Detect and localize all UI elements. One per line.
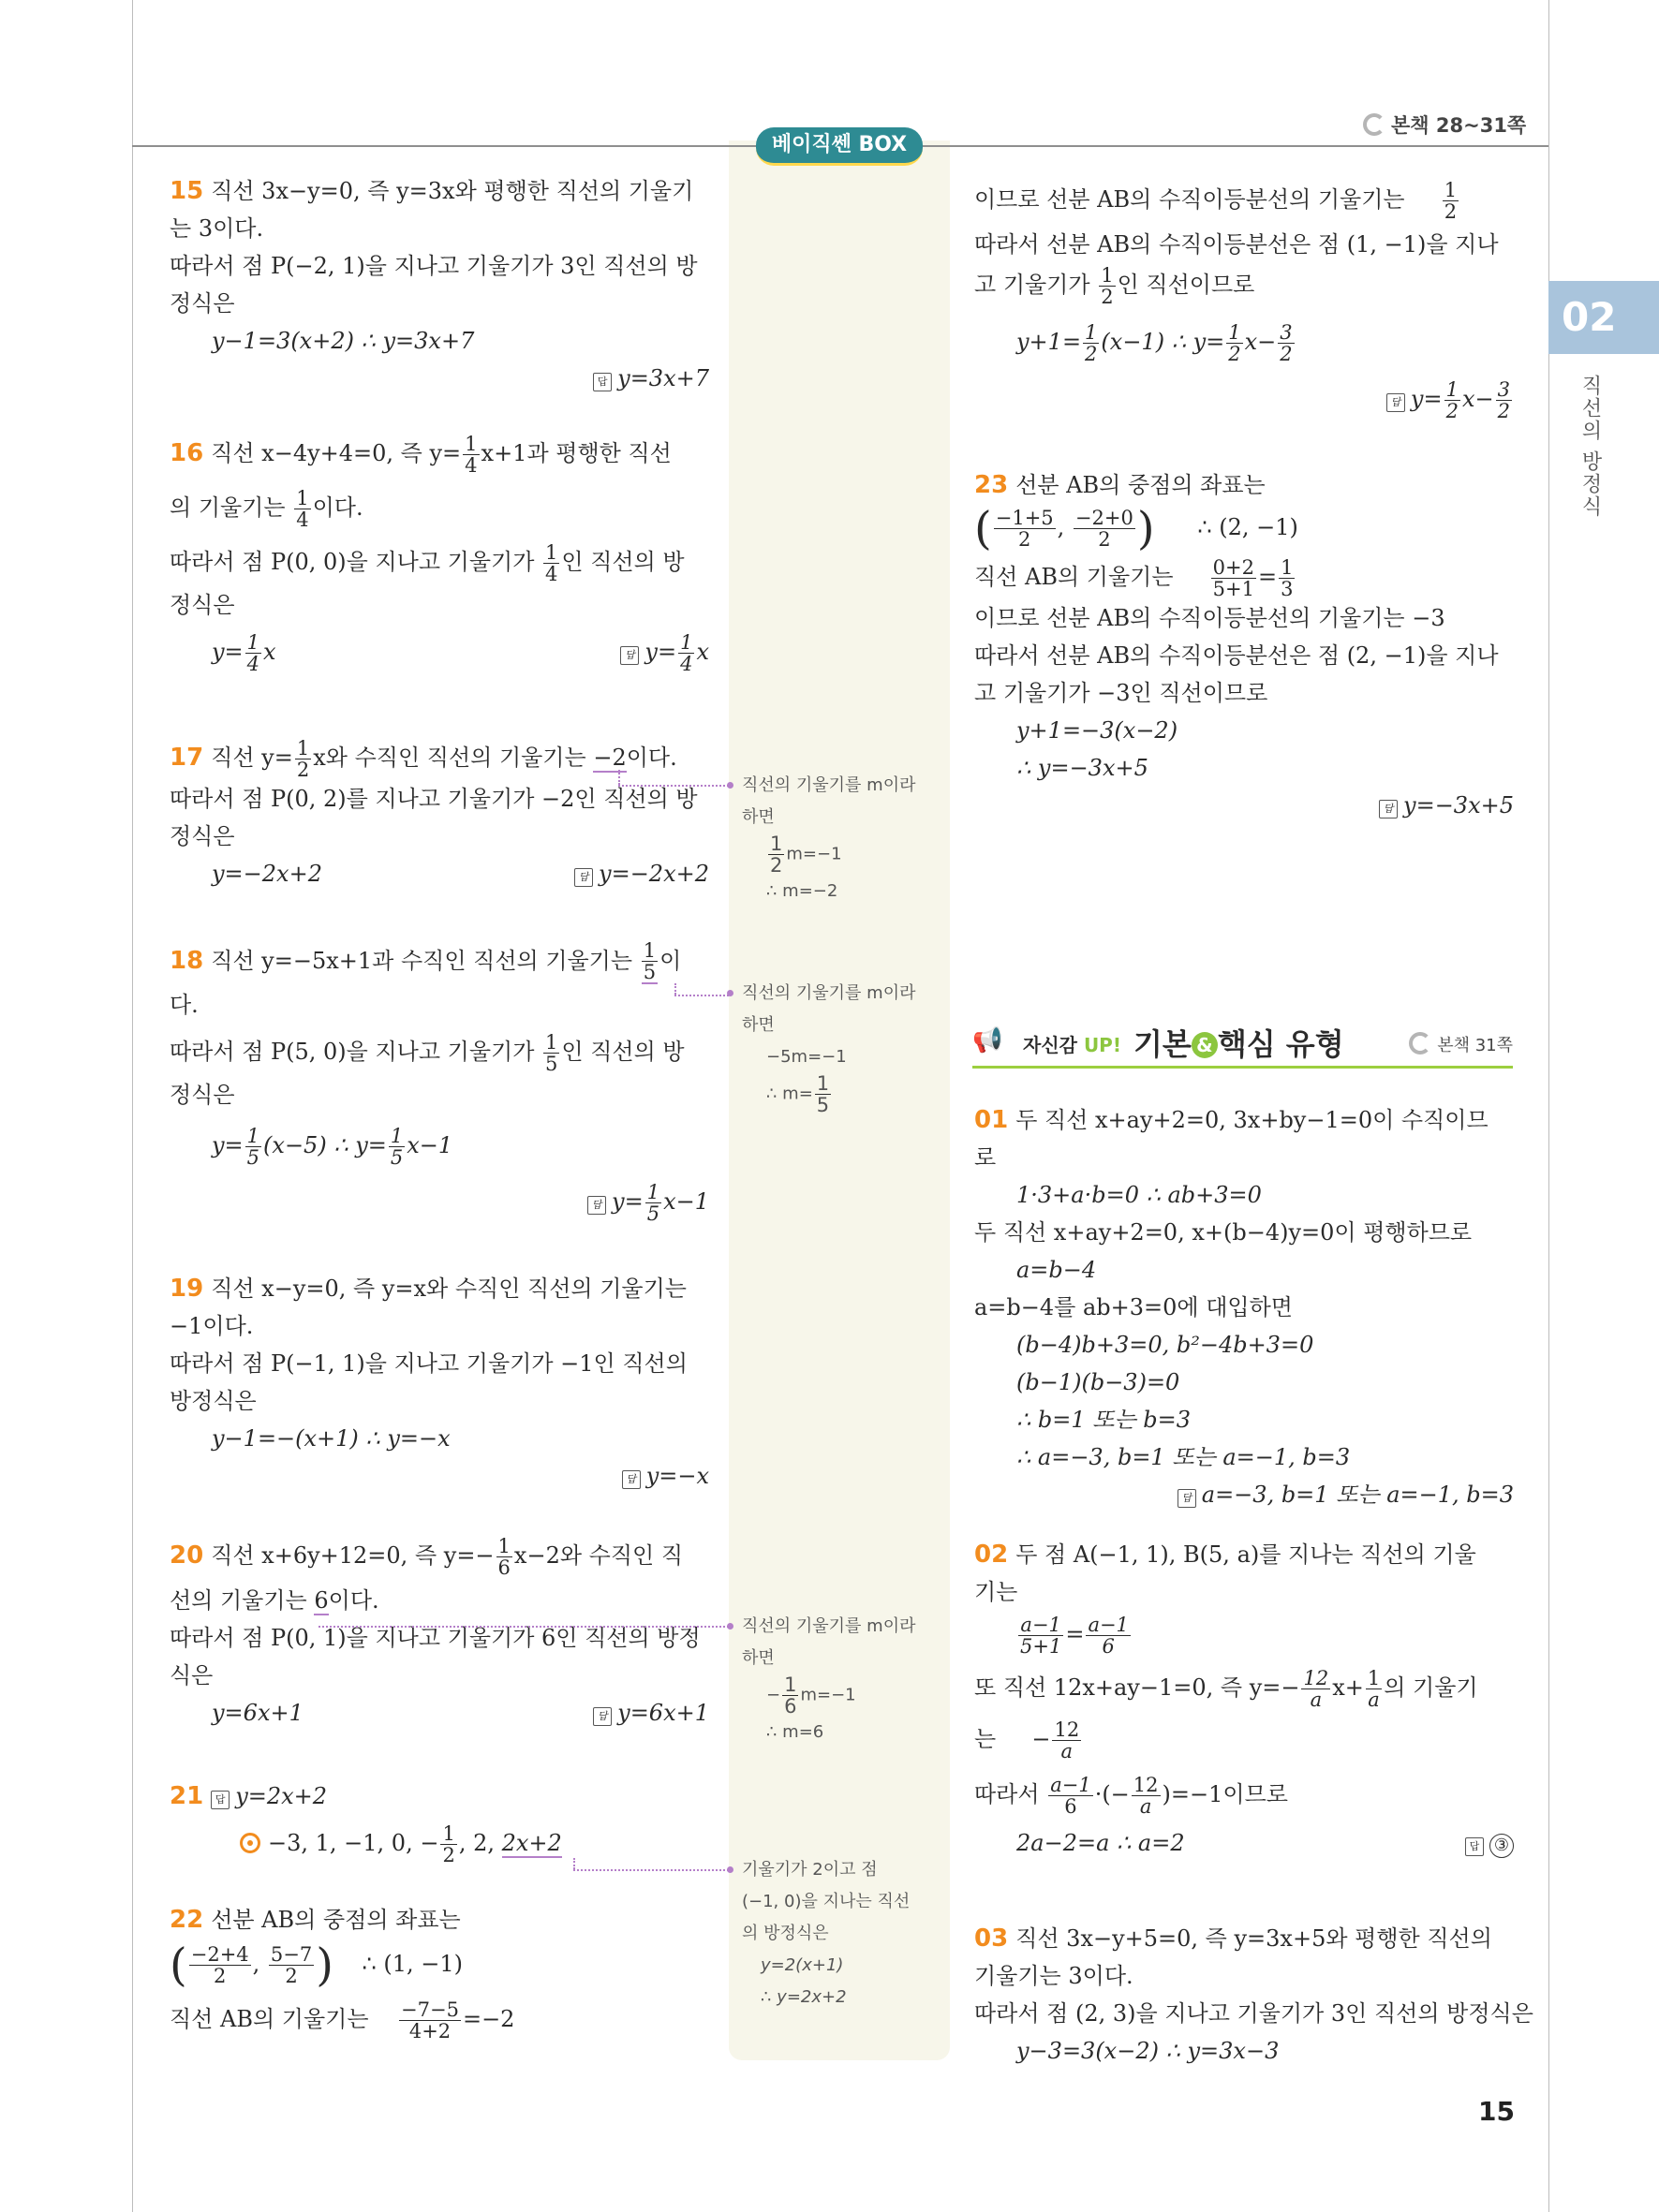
answer: 답 y= $\frac{1}{5}$ x−1 bbox=[170, 1181, 709, 1224]
problem-number: 19 bbox=[170, 1275, 204, 1303]
problem-17: 17 직선 y= $\frac{1}{2}$ x와 수직인 직선의 기울기는 −2이다. 따라서 점 P(0, 2)를 지나고 기울기가 −2인 직선의 방 정식은 y=−2x+2 답 y=−2x+2 bbox=[170, 738, 709, 892]
note-bullet-icon bbox=[727, 782, 733, 789]
text-line: 로 bbox=[974, 1144, 997, 1171]
text-line: 방정식은 bbox=[170, 1388, 257, 1414]
note-connector bbox=[674, 983, 676, 995]
answer: 답 y= $\frac{1}{2}$ x− $\frac{3}{2}$ bbox=[974, 379, 1514, 421]
problem-number: 17 bbox=[170, 744, 204, 772]
note-21: 기울기가 2이고 점 (−1, 0)을 지나는 직선 의 방정식은 y=2(x+1) ∴ y=2x+2 bbox=[742, 1854, 910, 2013]
section-subtitle: 자신감 UP! bbox=[1023, 1034, 1121, 1056]
text-line: 따라서 점 P(−1, 1)을 지나고 기울기가 −1인 직선의 bbox=[170, 1350, 688, 1377]
answer-mark-icon: 답 bbox=[1178, 1489, 1196, 1508]
question-01: 01 두 직선 x+ay+2=0, 3x+by−1=0이 수직이므 로 1·3+a·b=0 ∴ ab+3=0 두 직선 x+ay+2=0, x+(b−4)y=0이 평행하므로 a=b−4 a=b−4를 ab+3=0에 대입하면 (b−4)b+3=0, b²−4b+3=0 (b−1)(b−3)=0 ∴ b=1 또는 b=3 ∴ a=−3, b=1 또는 a=−1, b=3 답 a=−3, b=1 또는 a=−1, b=3 bbox=[974, 1101, 1514, 1513]
megaphone-icon: 📢 bbox=[972, 1026, 1003, 1054]
equation-line: y−1=3(x+2) ∴ y=3x+7 bbox=[212, 328, 475, 354]
note-connector bbox=[573, 1869, 729, 1871]
answer: 답 y= $\frac{1}{4}$ x bbox=[620, 631, 709, 674]
text-line: −1이다. bbox=[170, 1313, 254, 1339]
problem-20: 20 직선 x+6y+12=0, 즉 y=− $\frac{1}{6}$ x−2와 수직인 직 선의 기울기는 6이다. 따라서 점 P(0, 1)을 지나고 기울기가 6인 직선의 방정 식은 y=6x+1 답 y=6x+1 bbox=[170, 1536, 709, 1732]
answer-mark-icon: 답 bbox=[622, 1470, 641, 1489]
problem-21: 21 답 y=2x+2 −3, 1, −1, 0, − $\frac{1}{2}$ , 2, 2x+2 bbox=[170, 1782, 562, 1866]
answer-mark-icon: 답 bbox=[211, 1791, 230, 1809]
problem-number: 22 bbox=[170, 1906, 204, 1934]
equation-line: ∴ b=1 또는 b=3 bbox=[1016, 1407, 1192, 1433]
equation-line: $\frac{a-1}{5+1}$ = $\frac{a-1}{6}$ bbox=[1020, 1614, 1129, 1658]
text-line: 따라서 선분 AB의 수직이등분선은 점 (1, −1)을 지나 bbox=[974, 231, 1499, 258]
answer-mark-icon: 답 bbox=[574, 868, 593, 887]
problem-number: 20 bbox=[170, 1541, 204, 1570]
text-line: 따라서 점 P(0, 1)을 지나고 기울기가 6인 직선의 방정 bbox=[170, 1625, 701, 1651]
answer: 답 a=−3, b=1 또는 a=−1, b=3 bbox=[974, 1476, 1514, 1513]
text-line: 직선 3x−y=0, 즉 y=3x와 평행한 직선의 기울기 bbox=[211, 178, 694, 204]
equation-line: (b−1)(b−3)=0 bbox=[1016, 1369, 1180, 1395]
answer: 답 ③ bbox=[1465, 1824, 1514, 1862]
text-line: 고 기울기가 −3인 직선이므로 bbox=[974, 680, 1268, 706]
equation-line: y=−2x+2 답 y=−2x+2 bbox=[170, 855, 709, 892]
equation-line: (b−4)b+3=0, b²−4b+3=0 bbox=[1016, 1332, 1314, 1358]
answer-mark-icon: 답 bbox=[1379, 800, 1398, 818]
equation-line: a=b−4 bbox=[1016, 1257, 1097, 1283]
equation-line: y=6x+1 답 y=6x+1 bbox=[170, 1694, 709, 1732]
problem-number: 18 bbox=[170, 947, 204, 975]
problem-number: 21 bbox=[170, 1782, 204, 1810]
text-line: 기는 bbox=[974, 1579, 1018, 1605]
answer: 답 y=−3x+5 bbox=[974, 787, 1514, 824]
text-line: 따라서 점 P(0, 2)를 지나고 기울기가 −2인 직선의 방 bbox=[170, 786, 698, 812]
text-line: 따라서 선분 AB의 수직이등분선은 점 (2, −1)을 지나 bbox=[974, 642, 1499, 669]
text-line: 이므로 선분 AB의 수직이등분선의 기울기는 −3 bbox=[974, 605, 1445, 631]
text-line: 두 직선 x+ay+2=0, x+(b−4)y=0이 평행하므로 bbox=[974, 1219, 1473, 1246]
basic-box-title: 베이직쎈 BOX bbox=[756, 127, 923, 166]
target-icon bbox=[240, 1833, 260, 1853]
note-connector bbox=[618, 770, 620, 785]
midpoint-formula: ( $\frac{-2+4}{2}$ , $\frac{5-7}{2}$ ) ∴ (1, −1) bbox=[170, 1939, 464, 1992]
problem-15 bbox=[170, 172, 709, 397]
fraction: $\frac{1}{4}$ bbox=[296, 487, 309, 531]
answer-mark-icon: 답 bbox=[587, 1196, 606, 1215]
answer: 답 y=−x bbox=[170, 1457, 709, 1495]
problem-22-continued: 이므로 선분 AB의 수직이등분선의 기울기는 $\frac{1}{2}$ 따라서 선분 AB의 수직이등분선은 점 (1, −1)을 지나 고 기울기가 $\frac{1}{2}$ 인 직선이므로 y+1= $\frac{1}{2}$ (x−1) ∴ y= $\frac{1}{2}$ x− $\frac{3}{2}$ 답 y= $\frac{1}{2}$ x− $\frac{3}{2}$ bbox=[974, 180, 1514, 421]
problem-number: 03 bbox=[974, 1924, 1009, 1953]
question-02: 02 두 점 A(−1, 1), B(5, a)를 지나는 직선의 기울 기는 $\frac{a-1}{5+1}$ = $\frac{a-1}{6}$ 또 직선 12x+ay−1=0, 즉 y=− $\frac{12}{a}$ x+ $\frac{1}{a}$ 의 기울기 는 − $\frac{12}{a}$ 따라서 $\frac{a-1}{6}$ ·(− $\frac{12}{a}$ )=−1이므로 2a−2=a ∴ a=2 답 ③ bbox=[974, 1536, 1514, 1862]
text-line: 따라서 점 (2, 3)을 지나고 기울기가 3인 직선의 방정식은 bbox=[974, 2000, 1533, 2027]
page-number: 15 bbox=[1478, 2096, 1515, 2127]
problem-number: 16 bbox=[170, 439, 204, 467]
text-line: a=b−4를 ab+3=0에 대입하면 bbox=[974, 1294, 1293, 1320]
chapter-tab: 02 bbox=[1548, 281, 1659, 354]
midpoint-formula: ( $\frac{-1+5}{2}$ , $\frac{-2+0}{2}$ ) ∴ (2, −1) bbox=[974, 502, 1298, 555]
reference-icon bbox=[1363, 113, 1385, 136]
equation-line: ∴ y=−3x+5 bbox=[1016, 755, 1148, 781]
fraction: $\frac{1}{4}$ bbox=[545, 541, 558, 585]
section-page-reference: 본책 31쪽 bbox=[1409, 1032, 1513, 1056]
equation-line: y= $\frac{1}{5}$ (x−5) ∴ y= $\frac{1}{5}$ x−1 bbox=[212, 1125, 453, 1169]
equation-line: y−3=3(x−2) ∴ y=3x−3 bbox=[1016, 2038, 1280, 2064]
note-bullet-icon bbox=[727, 1623, 733, 1630]
problem-16: 16 직선 x−4y+4=0, 즉 y= $\frac{1}{4}$ x+1과 평행한 직선 의 기울기는 $\frac{1}{4}$ 이다. 따라서 점 P(0, 0)을 지나고 기울기가 $\frac{1}{4}$ 인 직선의 방 정식은 y= $\frac{1}{4}$ x 답 y= $\frac{1}{4}$ x bbox=[170, 433, 709, 675]
answer-mark-icon: 답 bbox=[593, 373, 612, 391]
text-line: 정식은 bbox=[170, 592, 235, 618]
problem-number: 01 bbox=[974, 1106, 1009, 1134]
text-line: 정식은 bbox=[170, 823, 235, 849]
text-line: 따라서 점 P(−2, 1)을 지나고 기울기가 3인 직선의 방 bbox=[170, 253, 698, 279]
answer: 답 y=6x+1 bbox=[593, 1694, 709, 1732]
equation-line: 1·3+a·b=0 ∴ ab+3=0 bbox=[1016, 1182, 1262, 1208]
answer-mark-icon: 답 bbox=[1386, 393, 1405, 412]
answer-mark-icon: 답 bbox=[620, 646, 639, 665]
note-17: 직선의 기울기를 m이라 하면 $\frac{1}{2}$ m=−1 ∴ m=−2 bbox=[742, 770, 915, 907]
note-bullet-icon bbox=[727, 990, 733, 996]
text-line: 다. bbox=[170, 992, 199, 1018]
underlined-value: −2 bbox=[593, 745, 627, 771]
chapter-title: 직선의 방정식 bbox=[1578, 375, 1602, 518]
note-connector bbox=[318, 1626, 729, 1628]
question-03: 03 직선 3x−y+5=0, 즉 y=3x+5와 평행한 직선의 기울기는 3이다. 따라서 점 (2, 3)을 지나고 기울기가 3인 직선의 방정식은 y−3=3(x−2) ∴ y=3x−3 bbox=[974, 1920, 1514, 2070]
note-connector bbox=[674, 995, 729, 996]
answer: 답 y=3x+7 bbox=[170, 360, 709, 397]
note-bullet-icon bbox=[727, 1866, 733, 1873]
text-line: 식은 bbox=[170, 1662, 214, 1688]
underlined-value: 2x+2 bbox=[501, 1830, 562, 1856]
underlined-value: 6 bbox=[314, 1587, 329, 1614]
problem-18: 18 직선 y=−5x+1과 수직인 직선의 기울기는 $\frac{1}{5}$ 이 다. 따라서 점 P(5, 0)을 지나고 기울기가 $\frac{1}{5}$ 인 직선의 방 정식은 y= $\frac{1}{5}$ (x−5) ∴ y= $\frac{1}{5}$ x−1 답 y= $\frac{1}{5}$ x−1 bbox=[170, 939, 709, 1225]
fraction: $\frac{1}{4}$ bbox=[465, 433, 478, 477]
note-18: 직선의 기울기를 m이라 하면 −5m=−1 ∴ m= $\frac{1}{5}$ bbox=[742, 978, 915, 1115]
note-connector bbox=[618, 785, 729, 787]
note-connector bbox=[573, 1858, 575, 1869]
problem-22: 22 선분 AB의 중점의 좌표는 ( $\frac{-2+4}{2}$ , $\frac{5-7}{2}$ ) ∴ (1, −1) 직선 AB의 기울기는 $\frac{-7-5}{4+2}$ =−2 bbox=[170, 1901, 709, 2042]
equation-line: y+1=−3(x−2) bbox=[1016, 717, 1178, 744]
problem-23: 23 선분 AB의 중점의 좌표는 ( $\frac{-1+5}{2}$ , $\frac{-2+0}{2}$ ) ∴ (2, −1) 직선 AB의 기울기는 $\frac{0+2}{5+1}$ = $\frac{1}{3}$ 이므로 선분 AB의 수직이등분선의 기울기는 −3 따라서 선분 AB의 수직이등분선은 점 (2, −1)을 지나 고 기울기가 −3인 직선이므로 y+1=−3(x−2) ∴ y=−3x+5 답 y=−3x+5 bbox=[974, 466, 1514, 824]
equation-line: y−1=−(x+1) ∴ y=−x bbox=[212, 1425, 451, 1452]
equation-line: y= $\frac{1}{4}$ x 답 y= $\frac{1}{4}$ x bbox=[212, 631, 709, 675]
problem-number: 23 bbox=[974, 471, 1009, 499]
equation-line: 2a−2=a ∴ a=2 답 ③ bbox=[974, 1824, 1514, 1862]
problem-19: 19 직선 x−y=0, 즉 y=x와 수직인 직선의 기울기는 −1이다. 따라서 점 P(−1, 1)을 지나고 기울기가 −1인 직선의 방정식은 y−1=−(x+1) ∴ y=−x 답 y=−x bbox=[170, 1270, 709, 1495]
left-margin-line bbox=[132, 0, 133, 2212]
note-20: 직선의 기울기를 m이라 하면 − $\frac{1}{6}$ m=−1 ∴ m=6 bbox=[742, 1611, 915, 1748]
problem-number: 15 bbox=[170, 177, 204, 205]
section-title: 기본 & 핵심 유형 bbox=[1133, 1026, 1344, 1062]
equation-line: y+1= $\frac{1}{2}$ (x−1) ∴ y= $\frac{1}{2}$ x− $\frac{3}{2}$ bbox=[1016, 321, 1293, 365]
text-line: 정식은 bbox=[170, 1082, 235, 1108]
page-reference: 본책 28~31쪽 bbox=[1363, 111, 1526, 139]
reference-icon bbox=[1409, 1032, 1431, 1054]
equation-line: ∴ a=−3, b=1 또는 a=−1, b=3 bbox=[1016, 1444, 1351, 1470]
answer: 답 y=−2x+2 bbox=[574, 855, 709, 892]
text-line: 기울기는 3이다. bbox=[974, 1963, 1133, 1989]
answer-mark-icon: 답 bbox=[1465, 1837, 1484, 1856]
text-line: 정식은 bbox=[170, 290, 235, 317]
section-heading bbox=[972, 1021, 1513, 1069]
problem-number: 02 bbox=[974, 1541, 1009, 1569]
text-line: 는 3이다. bbox=[170, 215, 264, 242]
answer-mark-icon: 답 bbox=[593, 1707, 612, 1726]
